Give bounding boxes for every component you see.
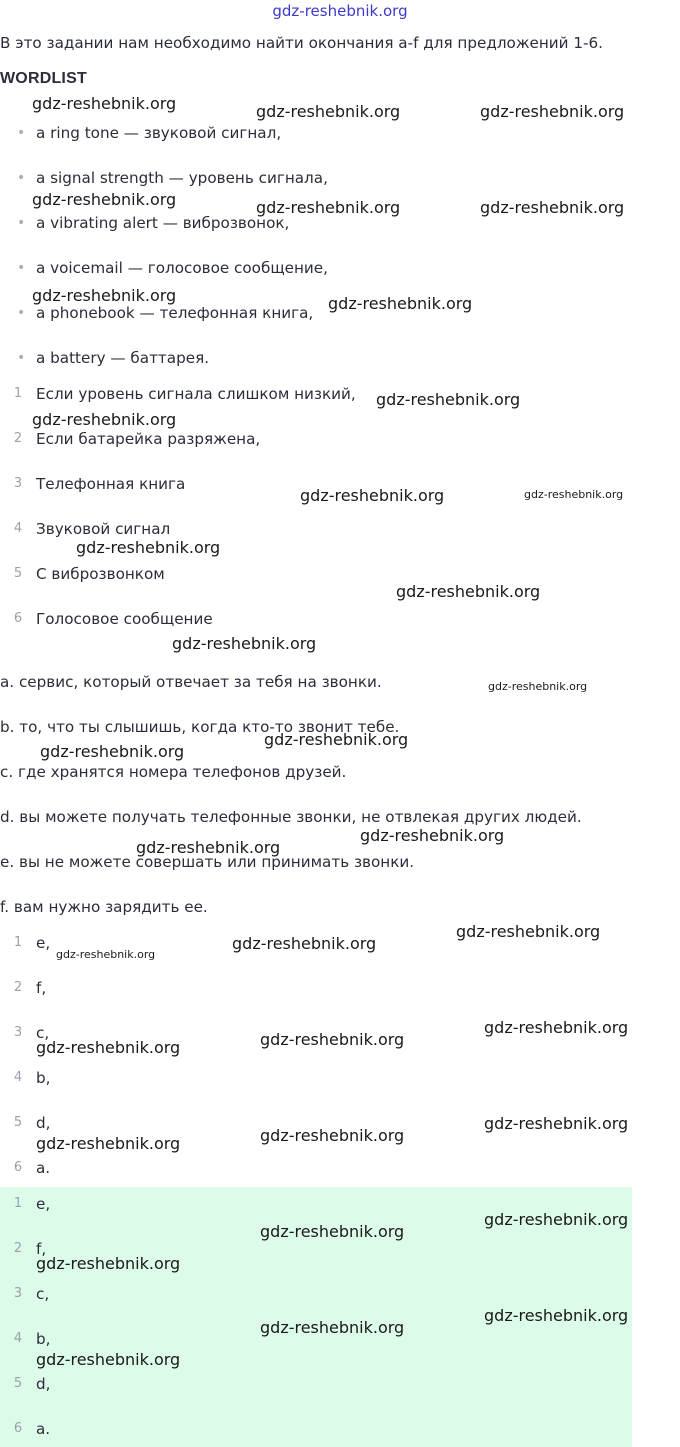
- watermark: gdz-reshebnik.org: [36, 1038, 181, 1057]
- final-answer-text: b,: [36, 1330, 51, 1348]
- answer-text: c,: [36, 1024, 50, 1042]
- watermark: gdz-reshebnik.org: [32, 190, 177, 209]
- final-answer-text: d,: [36, 1375, 51, 1393]
- item-number: 3: [13, 476, 23, 491]
- answer-text: d,: [36, 1114, 51, 1132]
- ending-item: d. вы можете получать телефонные звонки, не отвлекая других людей.: [0, 808, 582, 826]
- item-number: 4: [13, 1331, 23, 1346]
- wordlist-item-text: a ring tone — звуковой сигнал,: [36, 124, 282, 142]
- watermark: gdz-reshebnik.org: [484, 1306, 629, 1325]
- item-number: 6: [13, 1421, 23, 1436]
- watermark: gdz-reshebnik.org: [36, 1254, 181, 1273]
- watermark: gdz-reshebnik.org: [56, 948, 156, 961]
- wordlist-item-text: a vibrating alert — виброзвонок,: [36, 214, 290, 232]
- watermark: gdz-reshebnik.org: [480, 198, 625, 217]
- watermark: gdz-reshebnik.org: [40, 742, 185, 761]
- watermark: gdz-reshebnik.org: [76, 538, 221, 557]
- wordlist-item-text: a voicemail — голосовое сообщение,: [36, 259, 328, 277]
- ending-item: c. где хранятся номера телефонов друзей.: [0, 763, 347, 781]
- site-header-link[interactable]: gdz-reshebnik.org: [272, 2, 408, 20]
- final-answer-text: e,: [36, 1195, 51, 1213]
- answer-text: a.: [36, 1159, 51, 1177]
- sentence-text: Если уровень сигнала слишком низкий,: [36, 385, 356, 403]
- item-number: 3: [13, 1025, 23, 1040]
- watermark: gdz-reshebnik.org: [32, 286, 177, 305]
- watermark: gdz-reshebnik.org: [256, 102, 401, 121]
- bullet-icon: •: [17, 170, 26, 186]
- watermark: gdz-reshebnik.org: [488, 680, 588, 693]
- wordlist-item-text: a battery — баттарея.: [36, 349, 210, 367]
- intro-text: В это задании нам необходимо найти окончания a-f для предложений 1-6.: [0, 34, 604, 52]
- watermark: gdz-reshebnik.org: [260, 1030, 405, 1049]
- watermark: gdz-reshebnik.org: [256, 198, 401, 217]
- bullet-icon: •: [17, 260, 26, 276]
- item-number: 4: [13, 521, 23, 536]
- answer-text: e,: [36, 934, 51, 952]
- watermark: gdz-reshebnik.org: [136, 838, 281, 857]
- watermark: gdz-reshebnik.org: [172, 634, 317, 653]
- sentence-text: Если батарейка разряжена,: [36, 430, 261, 448]
- item-number: 5: [13, 566, 23, 581]
- watermark: gdz-reshebnik.org: [484, 1114, 629, 1133]
- answer-box: [0, 1187, 632, 1447]
- ending-item: a. сервис, который отвечает за тебя на звонки.: [0, 673, 382, 691]
- bullet-icon: •: [17, 305, 26, 321]
- sentence-text: Телефонная книга: [36, 475, 186, 493]
- watermark: gdz-reshebnik.org: [484, 1210, 629, 1229]
- item-number: 2: [13, 1241, 23, 1256]
- wordlist-item-text: a phonebook — телефонная книга,: [36, 304, 314, 322]
- item-number: 1: [13, 1196, 23, 1211]
- watermark: gdz-reshebnik.org: [456, 922, 601, 941]
- item-number: 5: [13, 1115, 23, 1130]
- watermark: gdz-reshebnik.org: [260, 1222, 405, 1241]
- final-answer-text: f,: [36, 1240, 47, 1258]
- final-answer-text: c,: [36, 1285, 50, 1303]
- wordlist-item-text: a signal strength — уровень сигнала,: [36, 169, 328, 187]
- answer-text: b,: [36, 1069, 51, 1087]
- item-number: 1: [13, 935, 23, 950]
- ending-item: f. вам нужно зарядить ее.: [0, 898, 208, 916]
- watermark: gdz-reshebnik.org: [264, 730, 409, 749]
- bullet-icon: •: [17, 215, 26, 231]
- watermark: gdz-reshebnik.org: [32, 94, 177, 113]
- watermark: gdz-reshebnik.org: [36, 1134, 181, 1153]
- bullet-icon: •: [17, 125, 26, 141]
- item-number: 4: [13, 1070, 23, 1085]
- watermark: gdz-reshebnik.org: [328, 294, 473, 313]
- watermark: gdz-reshebnik.org: [376, 390, 521, 409]
- watermark: gdz-reshebnik.org: [524, 488, 624, 501]
- sentence-text: Голосовое сообщение: [36, 610, 213, 628]
- watermark: gdz-reshebnik.org: [232, 934, 377, 953]
- item-number: 2: [13, 431, 23, 446]
- item-number: 3: [13, 1286, 23, 1301]
- item-number: 1: [13, 386, 23, 401]
- bullet-icon: •: [17, 350, 26, 366]
- watermark: gdz-reshebnik.org: [260, 1318, 405, 1337]
- watermark: gdz-reshebnik.org: [396, 582, 541, 601]
- item-number: 6: [13, 611, 23, 626]
- watermark: gdz-reshebnik.org: [36, 1350, 181, 1369]
- watermark: gdz-reshebnik.org: [360, 826, 505, 845]
- watermark: gdz-reshebnik.org: [260, 1126, 405, 1145]
- answer-text: f,: [36, 979, 47, 997]
- watermark: gdz-reshebnik.org: [480, 102, 625, 121]
- sentence-text: С виброзвонком: [36, 565, 165, 583]
- ending-item: e. вы не можете совершать или принимать звонки.: [0, 853, 415, 871]
- watermark: gdz-reshebnik.org: [300, 486, 445, 505]
- watermark: gdz-reshebnik.org: [32, 410, 177, 429]
- item-number: 5: [13, 1376, 23, 1391]
- wordlist-heading: WORDLIST: [0, 70, 87, 87]
- watermark: gdz-reshebnik.org: [484, 1018, 629, 1037]
- sentence-text: Звуковой сигнал: [36, 520, 171, 538]
- item-number: 6: [13, 1160, 23, 1175]
- item-number: 2: [13, 980, 23, 995]
- final-answer-text: a.: [36, 1420, 51, 1438]
- ending-item: b. то, что ты слышишь, когда кто-то звонит тебе.: [0, 718, 400, 736]
